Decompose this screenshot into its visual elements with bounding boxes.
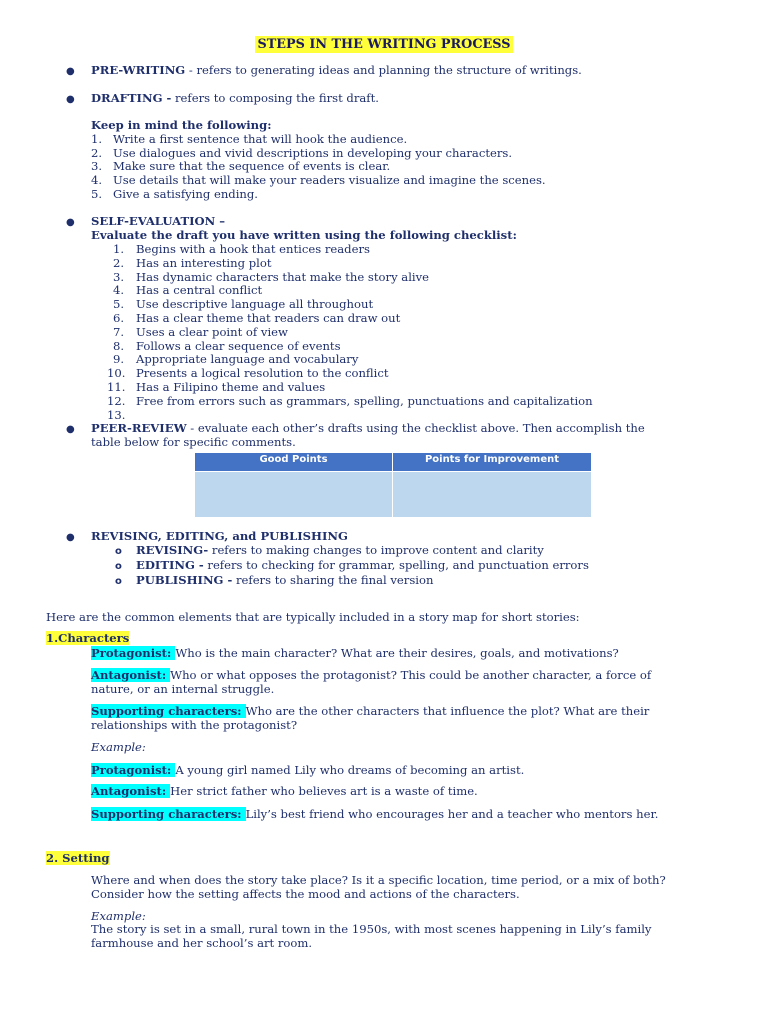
story-map-intro: Here are the common elements that are typically included in a story map for short stories: — [46, 610, 580, 624]
checklist-number: 8. — [113, 338, 125, 353]
self-evaluation-heading: Evaluate the draft you have written using the following checklist: — [91, 228, 517, 242]
bullet-icon: ● — [66, 424, 75, 435]
example-antagonist: Antagonist: Her strict father who believes art is a waste of time. — [91, 784, 478, 798]
checklist-item: Use descriptive language all throughout — [136, 297, 374, 312]
checklist-item: Begins with a hook that entices readers — [136, 242, 370, 256]
characters-example-label: Example: — [91, 740, 146, 754]
setting-heading: 2. Setting — [46, 851, 110, 865]
bullet-icon: ● — [66, 66, 75, 77]
bullet-icon: ● — [66, 532, 75, 543]
revising-heading: REVISING, EDITING, and PUBLISHING — [91, 529, 348, 543]
keep-in-mind-number: 5. — [91, 186, 103, 201]
checklist-number: 1. — [113, 242, 125, 256]
setting-question-line2: Consider how the setting affects the mood and actions of the characters. — [91, 887, 520, 901]
checklist-item: Free from errors such as grammars, spelling, punctuations and capitalization — [136, 393, 593, 408]
drafting-item: DRAFTING - refers to composing the first draft. — [91, 91, 379, 105]
peer-review-item: PEER-REVIEW - evaluate each other’s drafts using the checklist above. Then accomplish the — [91, 421, 645, 435]
setting-example-label: Example: — [91, 909, 146, 923]
keep-in-mind-number: 1. — [91, 132, 103, 146]
circle-bullet-icon: o — [115, 561, 122, 572]
checklist-number: 2. — [113, 255, 125, 270]
checklist-item: Uses a clear point of view — [136, 324, 288, 339]
setting-question-line1: Where and when does the story take place? Is it a specific location, time period, or a mix of both? — [91, 873, 666, 887]
document-title: STEPS IN THE WRITING PROCESS — [0, 38, 768, 52]
supporting-question: Supporting characters: Who are the other characters that influence the plot? What are their — [91, 704, 650, 718]
antagonist-question: Antagonist: Who or what opposes the protagonist? This could be another character, a force of — [91, 668, 652, 682]
setting-example-line1: The story is set in a small, rural town in the 1950s, with most scenes happening in Lily’s family — [91, 922, 652, 936]
circle-bullet-icon: o — [115, 546, 122, 557]
checklist-number: 4. — [113, 283, 125, 298]
publishing-subitem: PUBLISHING - refers to sharing the final version — [136, 573, 434, 587]
table-cell-good-points[interactable] — [195, 472, 392, 517]
example-protagonist: Protagonist: A young girl named Lily who dreams of becoming an artist. — [91, 763, 525, 777]
checklist-number: 3. — [113, 269, 125, 284]
circle-bullet-icon: o — [115, 576, 122, 587]
checklist-item: Has dynamic characters that make the story alive — [136, 269, 430, 284]
checklist-item: Has a Filipino theme and values — [136, 380, 326, 394]
checklist-number: 11. — [107, 380, 126, 394]
keep-in-mind-item: Give a satisfying ending. — [113, 186, 258, 201]
table-cell-improvement[interactable] — [393, 472, 591, 517]
bullet-icon: ● — [66, 94, 75, 105]
keep-in-mind-item: Write a first sentence that will hook the audience. — [113, 132, 408, 146]
supporting-question-line2: relationships with the protagonist? — [91, 718, 298, 732]
example-supporting: Supporting characters: Lily’s best friend who encourages her and a teacher who mentors her. — [91, 807, 659, 821]
antagonist-question-line2: nature, or an internal struggle. — [91, 682, 275, 696]
checklist-item: Appropriate language and vocabulary — [136, 352, 359, 367]
checklist-number: 9. — [113, 352, 125, 367]
protagonist-question: Protagonist: Who is the main character? What are their desires, goals, and motivations? — [91, 646, 619, 660]
bullet-icon: ● — [66, 217, 75, 228]
checklist-item: Follows a clear sequence of events — [136, 338, 341, 353]
checklist-item: Has a clear theme that readers can draw out — [136, 311, 401, 325]
prewriting-item: PRE-WRITING - refers to generating ideas and planning the structure of writings. — [91, 63, 582, 77]
checklist-number: 7. — [113, 324, 125, 339]
checklist-item: Presents a logical resolution to the conflict — [136, 366, 389, 381]
checklist-item: Has a central conflict — [136, 283, 263, 298]
keep-in-mind-number: 4. — [91, 173, 103, 188]
checklist-number: 10. — [107, 366, 126, 381]
checklist-number: 12. — [107, 393, 126, 408]
checklist-number: 5. — [113, 297, 125, 312]
keep-in-mind-item: Use dialogues and vivid descriptions in developing your characters. — [113, 145, 513, 160]
table-header-good-points: Good Points — [195, 453, 392, 471]
table-header-improvement: Points for Improvement — [393, 453, 591, 471]
self-evaluation-label: SELF-EVALUATION – — [91, 214, 226, 228]
checklist-number: 13. — [107, 407, 126, 422]
keep-in-mind-heading: Keep in mind the following: — [91, 118, 272, 132]
checklist-item: Has an interesting plot — [136, 255, 272, 270]
editing-subitem: EDITING - refers to checking for grammar, spelling, and punctuation errors — [136, 558, 589, 572]
keep-in-mind-number: 2. — [91, 145, 103, 160]
keep-in-mind-item: Use details that will make your readers visualize and imagine the scenes. — [113, 173, 546, 188]
characters-heading: 1.Characters — [46, 631, 130, 645]
keep-in-mind-item: Make sure that the sequence of events is clear. — [113, 159, 391, 174]
keep-in-mind-number: 3. — [91, 159, 103, 174]
setting-example-line2: farmhouse and her school’s art room. — [91, 936, 313, 950]
checklist-number: 6. — [113, 311, 125, 325]
revising-subitem: REVISING- refers to making changes to improve content and clarity — [136, 543, 544, 557]
peer-review-text-line2: table below for specific comments. — [91, 435, 296, 449]
